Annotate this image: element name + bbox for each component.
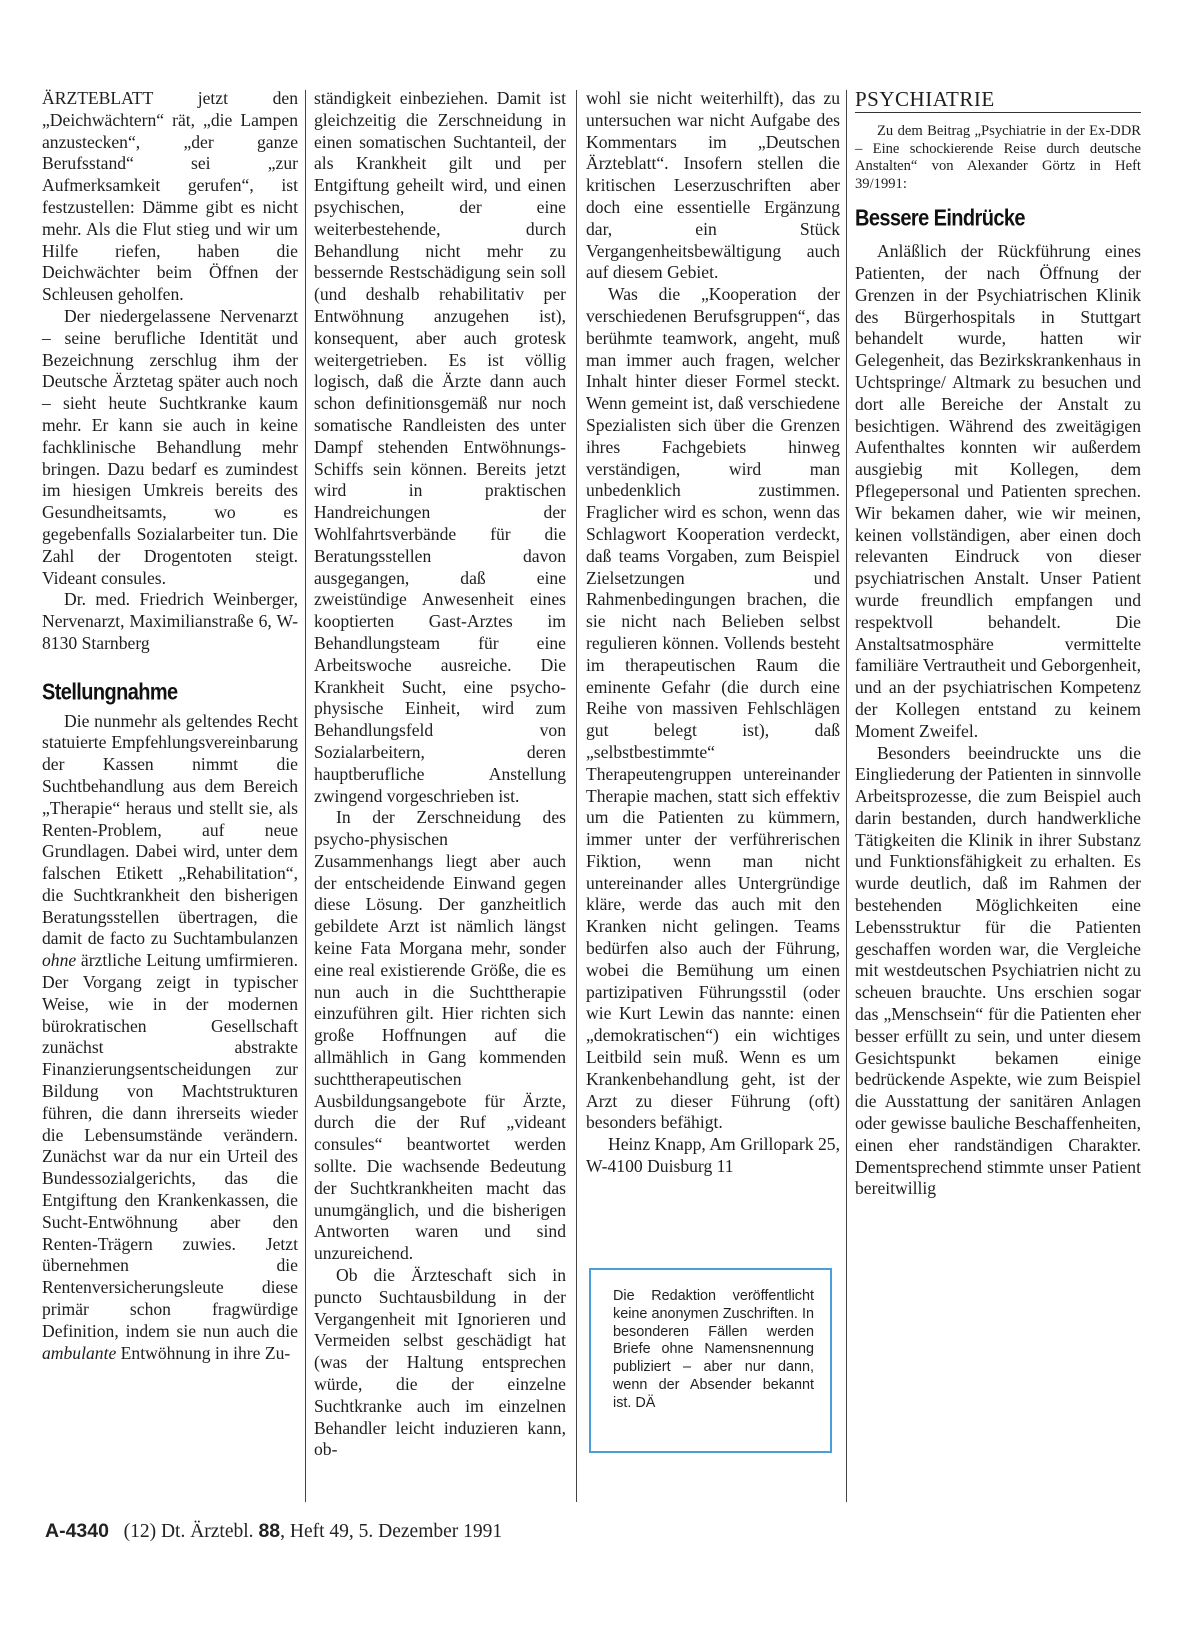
paragraph	[42, 711, 298, 1365]
paragraph: Der niedergelassene Nervenarzt – seine berufliche Identität und Bezeichnung zerschlug ihm der Deutsche Ärztetag später auch noch – sieht heute Suchtkranke kaum mehr. Er kann sie auch in keine fachklinische Behandlung mehr bringen. Dazu bedarf es zumindest im hiesigen Umkreis bereits des Gesundheitsamts, wo es gegebenfalls Sozialarbeiter tun. Die Zahl der Drogentoten steigt. Videant consules.	[42, 305, 298, 588]
section-rubric: PSYCHIATRIE	[855, 88, 1141, 113]
column-3	[586, 88, 840, 1178]
section-heading: Stellungnahme	[42, 679, 178, 705]
letter-signature: Heinz Knapp, Am Grillopark 25, W-4100 Duisburg 11	[586, 1134, 840, 1177]
emphasis: ambulante	[42, 1342, 117, 1363]
paragraph: Was die „Kooperation der verschiedenen Berufsgruppen“, das berühmte teamwork, angeht, muß man immer auch fragen, welcher Inhalt hinter dieser Formel steckt. Wenn gemeint ist, daß verschiedene Spezialisten sich über die Grenzen ihres Fachgebiets hinweg verständigen, wird man unbedenklich zustimmen. Fraglicher wird es schon, wenn das Schlagwort Kooperation verdeckt, daß teams Vorgaben, zum Beispiel Zielsetzungen und Rahmenbedingungen brachen, die sie nicht nach Belieben selbst regulieren können. Vollends besteht im therapeutischen Raum die eminente Gefahr (die durch eine Reihe von massiven Fehlschlägen gut belegt ist), daß „selbstbestimmte“ Therapeutengruppen untereinander Therapie machen, statt sich effektiv um die Patienten zu kümmern, immer unter der verführerischen Fiktion, wenn man nicht untereinander alles Untergründige kläre, werde das auch mit den Kranken nicht gelingen. Teams bedürfen also auch der Führung, wobei die Bemühung um einen partizipativen Führungsstil (oder wie Kurt Lewin das nannte: einen „demokratischen“) ein wichtiges Leitbild sein muß. Wenn es um Krankenbehandlung geht, ist der Arzt zu dieser Führung (oft) besonders befähigt.	[586, 284, 840, 1133]
editorial-notice-box: Die Redaktion veröffentlicht keine anonymen Zuschriften. In besonderen Fällen werden Briefe ohne Namensnennung publiziert – aber nur dann, wenn der Absender bekannt ist. DÄ	[589, 1268, 832, 1453]
page-footer	[45, 1520, 502, 1543]
page-number: A-4340	[45, 1520, 109, 1542]
paragraph: Besonders beeindruckte uns die Eingliederung der Patienten in sinnvolle Arbeitsprozesse, die zum Beispiel auch darin bestanden, durch handwerkliche Tätigkeiten die Klinik in ihrer Substanz und Funktionsfähigkeit zu erhalten. Es wurde deutlich, daß im Rahmen der bestehenden Möglichkeiten eine Lebensstruktur für die Patienten geschaffen worden war, die Vergleiche mit westdeutschen Psychiatrien nicht zu scheuen brauchte. Uns erschien sogar das „Menschsein“ für die Patienten eher besser erfüllt zu sein, und unter diesem Gesichtspunkt bekamen einige bedrückende Aspekte, wie zum Beispiel die Ausstattung der sanitären Anlagen oder gewisse bauliche Beschaffenheiten, einen eher randständigen Charakter. Dementsprechend stimmte unser Patient bereitwillig	[855, 742, 1141, 1199]
article-reference: Zu dem Beitrag „Psychiatrie in der Ex-DDR – Eine schockierende Reise durch deutsche Anstalten“ von Alexander Görtz in Heft 39/1991:	[855, 123, 1141, 192]
column-rule	[576, 90, 577, 1502]
letter-signature: Dr. med. Friedrich Weinberger, Nervenarzt, Maximilianstraße 6, W-8130 Starnberg	[42, 589, 298, 653]
text-run: Entwöhnung in ihre Zu-	[116, 1342, 291, 1363]
paragraph: ÄRZTEBLATT jetzt den „Deichwächtern“ rät, „die Lampen anzustecken“, „der ganze Berufsstand“ sei „zur Aufmerksamkeit gerufen“, ist festzustellen: Dämme gibt es nicht mehr. Als die Flut stieg und wir um Hilfe riefen, haben die Deichwächter beim Öffnen der Schleusen geholfen.	[42, 88, 298, 305]
column-rule	[846, 90, 847, 1502]
text-run: Die nunmehr als geltendes Recht statuierte Empfehlungsvereinbarung der Kassen nimmt die Suchtbehandlung aus dem Bereich „Therapie“ heraus und stellt sie, als Renten-Problem, auf neue Grundlagen. Dabei wird, unter dem falschen Etikett „Rehabilitation“, die Suchtkrankheit den bisherigen Beratungsstellen übertragen, die damit de facto zu Suchtambulanzen	[42, 710, 298, 949]
volume-number: 88	[258, 1520, 281, 1542]
column-rule	[305, 90, 306, 1502]
text-run: ärztliche Leitung umfirmieren. Der Vorgang zeigt in typischer Weise, wie in der modernen bürokratischen Gesellschaft zunächst abstrakte Finanzierungsentscheidungen zur Bildung von Machtstrukturen führen, die dann ihrerseits wieder die Lebensumstände verändern. Zunächst war da nur ein Urteil des Bundessozialgerichts, das die Entgiftung den Krankenkassen, die Sucht-Entwöhnung aber den Renten-Trägern zuwies. Jetzt übernehmen die Rentenversicherungsleute diese primär schon fragwürdige Definition, indem sie nun auch die	[42, 950, 298, 1341]
paragraph: ständigkeit einbeziehen. Damit ist gleichzeitig die Zerschneidung in einen somatischen Suchtanteil, der als Krankheit gilt und per Entgiftung geheilt wird, und einen psychischen, der eine weiterbestehende, durch Behandlung nicht mehr zu bessernde Restschädigung sein soll (und deshalb rehabilitativ per Entwöhnung anzugehen ist), konsequent, aber auch grotesk weitergetrieben. Es ist völlig logisch, daß die Ärzte dann auch schon definitionsgemäß nur noch somatische Randleisten des unter Dampf stehenden Entwöhnungs-Schiffs sein können. Bereits jetzt wird in praktischen Handreichungen der Wohlfahrtsverbände für die Beratungsstellen davon ausgegangen, daß eine zweistündige Anwesenheit eines kooptierten Gast-Arztes im Behandlungsteam für eine Arbeitswoche ausreiche. Die Krankheit Sucht, eine psycho-physische Einheit, wird zum Behandlungsfeld von Sozialarbeitern, deren hauptberufliche Anstellung zwingend vorgeschrieben ist.	[314, 88, 566, 806]
issue-date: , Heft 49, 5. Dezember 1991	[280, 1521, 503, 1542]
journal-name: (12) Dt. Ärztebl.	[123, 1521, 254, 1542]
emphasis: ohne	[42, 950, 77, 971]
paragraph: In der Zerschneidung des psycho-physischen Zusammenhangs liegt aber auch der entscheidende Einwand gegen diese Lösung. Der ganzheitlich gebildete Arzt ist nämlich längst keine Fata Morgana mehr, sonder eine real existierende Größe, die es nun auch in die Suchttherapie einzuführen gilt. Hier richten sich große Hoffnungen auf die allmählich in Gang kommenden suchttherapeutischen Ausbildungsangebote für Ärzte, durch die der Ruf „videant consules“ beantwortet werden sollte. Die wachsende Bedeutung der Suchtkrankheiten macht das unumgänglich, und die bisherigen Antworten waren und sind unzureichend.	[314, 807, 566, 1264]
paragraph: Anläßlich der Rückführung eines Patienten, der nach Öffnung der Grenzen in der Psychiatrischen Klinik des Bürgerhospitals in Stuttgart behandelt wurde, hatten wir Gelegenheit, das Bezirkskrankenhaus in Uchtspringe/ Altmark zu besuchen und dort alle Bereiche der Anstalt zu besichtigen. Während des zweitägigen Aufenthaltes konnten wir außerdem ausgiebig mit Kollegen, dem Pflegepersonal und Patienten sprechen. Wir bekamen daher, wie wir meinen, keinen vollständigen, aber einen doch relevanten Eindruck von dieser psychiatrischen Anstalt. Unser Patient wurde freundlich empfangen und respektvoll behandelt. Die Anstaltsatmosphäre vermittelte familiäre Vertrautheit und Geborgenheit, und an der psychiatrischen Kompetenz der Kollegen entstand zu keinem Moment Zweifel.	[855, 241, 1141, 741]
paragraph: Ob die Ärzteschaft sich in puncto Suchtausbildung in der Vergangenheit mit Ignorieren und Vermeiden selbst geschädigt hat (was der Haltung entsprechen würde, die der einzelne Suchtkranke auch im einzelnen Behandler leicht induzieren kann, ob-	[314, 1265, 566, 1460]
section-heading: Bessere Eindrücke	[855, 206, 1025, 232]
column-4	[855, 88, 1141, 1200]
paragraph: wohl sie nicht weiterhilft), das zu untersuchen war nicht Aufgabe des Kommentars im „Deutschen Ärzteblatt“. Insofern stellen die kritischen Leserzuschriften aber doch eine essentielle Ergänzung dar, ein Stück Vergangenheitsbewältigung auch auf diesem Gebiet.	[586, 88, 840, 283]
column-2	[314, 88, 566, 1461]
column-1	[42, 88, 298, 1364]
